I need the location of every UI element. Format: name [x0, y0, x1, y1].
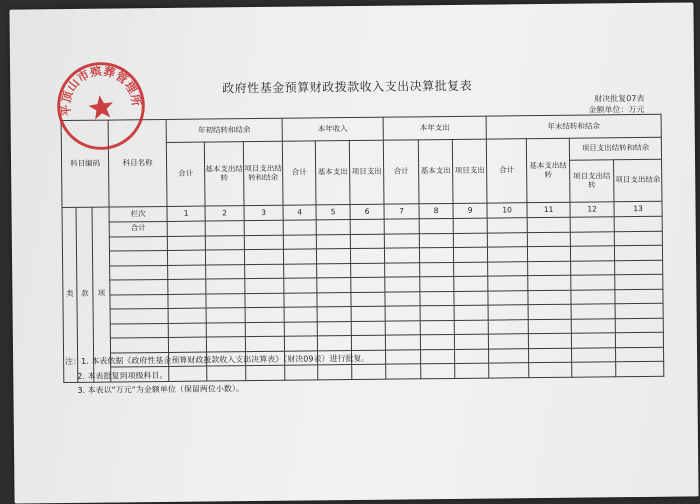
data-cell	[570, 231, 614, 246]
data-cell	[109, 236, 167, 251]
data-cell	[453, 233, 487, 248]
end-project-carry-header: 项目支出结转	[570, 160, 614, 202]
note-line: 注：1. 本表依据《政府性基金预算财政拨款收入支出决算表》（财决09表）进行批复。	[65, 353, 370, 367]
data-cell	[244, 235, 283, 250]
data-cell	[283, 234, 316, 249]
data-cell	[244, 220, 283, 235]
data-cell	[420, 262, 454, 277]
data-cell	[419, 218, 453, 233]
data-cell	[615, 318, 663, 333]
data-cell	[420, 334, 454, 349]
data-cell	[384, 248, 419, 263]
data-cell	[206, 322, 245, 337]
data-cell	[453, 247, 487, 262]
data-cell	[386, 364, 421, 379]
data-cell	[245, 336, 284, 351]
data-cell	[615, 332, 663, 347]
data-cell	[316, 234, 350, 249]
data-cell	[350, 219, 384, 234]
data-cell	[385, 262, 420, 277]
income-total-header: 合计	[282, 141, 316, 205]
data-cell	[529, 362, 572, 377]
data-cell	[110, 279, 168, 294]
data-cell	[167, 221, 205, 236]
data-cell	[454, 334, 488, 349]
data-cell	[284, 336, 317, 351]
data-cell	[615, 303, 663, 318]
data-cell	[489, 348, 529, 363]
data-cell	[488, 319, 528, 334]
seal-text: 平顶山市殡葬管理所	[58, 63, 144, 117]
data-cell	[284, 263, 317, 278]
data-cell	[419, 247, 453, 262]
data-cell	[205, 250, 244, 265]
note-line: 2. 本表批复到项级科目。	[77, 370, 168, 381]
data-cell	[384, 233, 419, 248]
column-number: 8	[419, 203, 453, 218]
section-header: 款	[76, 207, 94, 382]
data-cell	[350, 234, 384, 249]
data-cell	[571, 260, 615, 275]
data-cell	[317, 263, 351, 278]
data-cell	[528, 290, 571, 305]
data-cell	[385, 277, 420, 292]
data-cell	[454, 291, 488, 306]
end-balance-header: 年末结转和结余	[486, 114, 661, 139]
data-cell	[528, 246, 571, 261]
data-cell	[528, 261, 571, 276]
data-cell	[283, 249, 316, 264]
data-cell	[316, 220, 350, 235]
data-cell	[487, 232, 527, 247]
expense-basic-header: 基本支出	[418, 139, 453, 203]
data-cell	[110, 337, 168, 352]
data-cell	[385, 291, 420, 306]
data-cell	[206, 308, 245, 323]
begin-total-header: 合计	[166, 142, 205, 206]
data-cell	[167, 236, 205, 251]
data-cell	[614, 216, 662, 231]
income-basic-header: 基本支出	[315, 141, 350, 205]
data-cell	[283, 220, 316, 235]
data-cell	[385, 320, 420, 335]
data-cell	[615, 289, 663, 304]
data-cell	[488, 334, 528, 349]
data-cell	[488, 290, 528, 305]
end-total-header: 合计	[486, 139, 527, 203]
end-basic-header: 基本支出结转	[526, 138, 570, 202]
data-cell	[528, 333, 571, 348]
total-row-label: 合计	[109, 221, 167, 236]
data-cell	[572, 362, 616, 377]
expense-total-header: 合计	[383, 140, 419, 204]
column-number: 12	[570, 202, 614, 217]
data-cell	[421, 349, 455, 364]
data-cell	[616, 361, 664, 376]
amount-unit: 金额单位：万元	[588, 104, 645, 115]
end-project-header: 项目支出结转和结余	[569, 137, 661, 160]
expense-project-header: 项目支出	[452, 139, 487, 203]
data-cell	[489, 363, 529, 378]
data-cell	[454, 320, 488, 335]
income-project-header: 项目支出	[349, 140, 384, 204]
column-number: 9	[453, 203, 487, 218]
data-cell	[571, 289, 615, 304]
expense-header: 本年支出	[383, 116, 486, 140]
data-cell	[488, 305, 528, 320]
column-number: 4	[283, 205, 316, 220]
data-cell	[110, 294, 168, 309]
data-cell	[419, 233, 453, 248]
data-cell	[571, 246, 615, 261]
data-cell	[488, 261, 528, 276]
data-cell	[168, 308, 206, 323]
data-cell	[454, 305, 488, 320]
column-number: 1	[167, 206, 205, 221]
data-cell	[245, 264, 284, 279]
begin-basic-header: 基本支出结转	[204, 142, 244, 206]
data-cell	[316, 249, 350, 264]
begin-balance-header: 年初结转和结余	[166, 118, 282, 142]
data-cell	[110, 308, 168, 323]
data-cell	[385, 306, 420, 321]
data-cell	[245, 307, 284, 322]
column-number: 13	[614, 201, 662, 217]
form-code: 财决批复07表	[594, 93, 645, 104]
notes	[65, 352, 370, 399]
column-index-label: 栏次	[109, 206, 167, 222]
data-cell	[284, 292, 317, 307]
data-cell	[109, 250, 167, 265]
data-cell	[386, 349, 421, 364]
data-cell	[317, 307, 351, 322]
column-number: 3	[244, 205, 283, 220]
data-cell	[488, 247, 528, 262]
data-cell	[284, 321, 317, 336]
data-cell	[615, 245, 663, 260]
document-sheet	[9, 2, 698, 503]
data-cell	[615, 274, 663, 289]
note-line: 3. 本表以“万元”为金额单位（保留两位小数）。	[77, 384, 244, 395]
data-cell	[351, 277, 385, 292]
data-cell	[454, 276, 488, 291]
data-cell	[317, 292, 351, 307]
data-cell	[317, 278, 351, 293]
budget-table	[61, 114, 665, 383]
data-cell	[455, 363, 489, 378]
data-cell	[614, 231, 662, 246]
data-cell	[384, 219, 419, 234]
data-cell	[572, 347, 616, 362]
item-header: 项	[92, 207, 111, 382]
end-project-surplus-header: 项目支出结余	[614, 159, 662, 202]
data-cell	[453, 218, 487, 233]
data-cell	[616, 347, 664, 362]
data-cell	[168, 279, 206, 294]
data-cell	[351, 263, 385, 278]
income-header: 本年收入	[282, 117, 383, 141]
data-cell	[487, 218, 527, 233]
kind-header: 类	[62, 207, 78, 382]
data-cell	[527, 232, 570, 247]
subject-name-header: 科目名称	[108, 119, 167, 207]
column-number: 6	[350, 204, 384, 219]
column-number: 10	[487, 203, 527, 218]
subject-code-header: 科目编码	[61, 120, 109, 207]
data-cell	[570, 217, 614, 232]
data-cell	[350, 248, 384, 263]
data-cell	[421, 363, 455, 378]
document-title: 政府性基金预算财政拨款收入支出决算批复表	[222, 78, 473, 96]
data-cell	[245, 278, 284, 293]
data-cell	[420, 305, 454, 320]
data-cell	[168, 265, 206, 280]
data-cell	[488, 276, 528, 291]
data-cell	[571, 318, 615, 333]
data-cell	[245, 322, 284, 337]
data-cell	[420, 291, 454, 306]
data-cell	[110, 323, 168, 338]
begin-project-header: 项目支出结转和结余	[243, 141, 283, 205]
data-cell	[571, 304, 615, 319]
data-cell	[571, 275, 615, 290]
data-cell	[351, 335, 385, 350]
data-cell	[167, 250, 205, 265]
data-cell	[351, 306, 385, 321]
data-cell	[351, 292, 385, 307]
data-cell	[571, 333, 615, 348]
data-cell	[110, 265, 168, 280]
data-cell	[615, 260, 663, 275]
data-cell	[168, 294, 206, 309]
data-cell	[284, 278, 317, 293]
data-cell	[455, 349, 489, 364]
data-cell	[206, 264, 245, 279]
data-cell	[205, 235, 244, 250]
data-cell	[527, 217, 570, 232]
data-cell	[206, 337, 245, 352]
data-cell	[245, 293, 284, 308]
data-cell	[317, 321, 351, 336]
data-cell	[168, 323, 206, 338]
data-cell	[420, 320, 454, 335]
column-number: 5	[316, 205, 350, 220]
data-cell	[244, 249, 283, 264]
data-cell	[529, 348, 572, 363]
column-number: 2	[205, 206, 244, 221]
data-cell	[206, 293, 245, 308]
column-number: 7	[384, 204, 419, 219]
data-cell	[420, 276, 454, 291]
data-cell	[351, 321, 385, 336]
data-cell	[528, 275, 571, 290]
data-cell	[528, 304, 571, 319]
data-cell	[284, 307, 317, 322]
data-cell	[385, 335, 420, 350]
data-cell	[206, 279, 245, 294]
column-number: 11	[527, 202, 570, 217]
data-cell	[454, 262, 488, 277]
data-cell	[168, 337, 206, 352]
data-cell	[528, 319, 571, 334]
data-cell	[317, 336, 351, 351]
data-cell	[205, 221, 244, 236]
